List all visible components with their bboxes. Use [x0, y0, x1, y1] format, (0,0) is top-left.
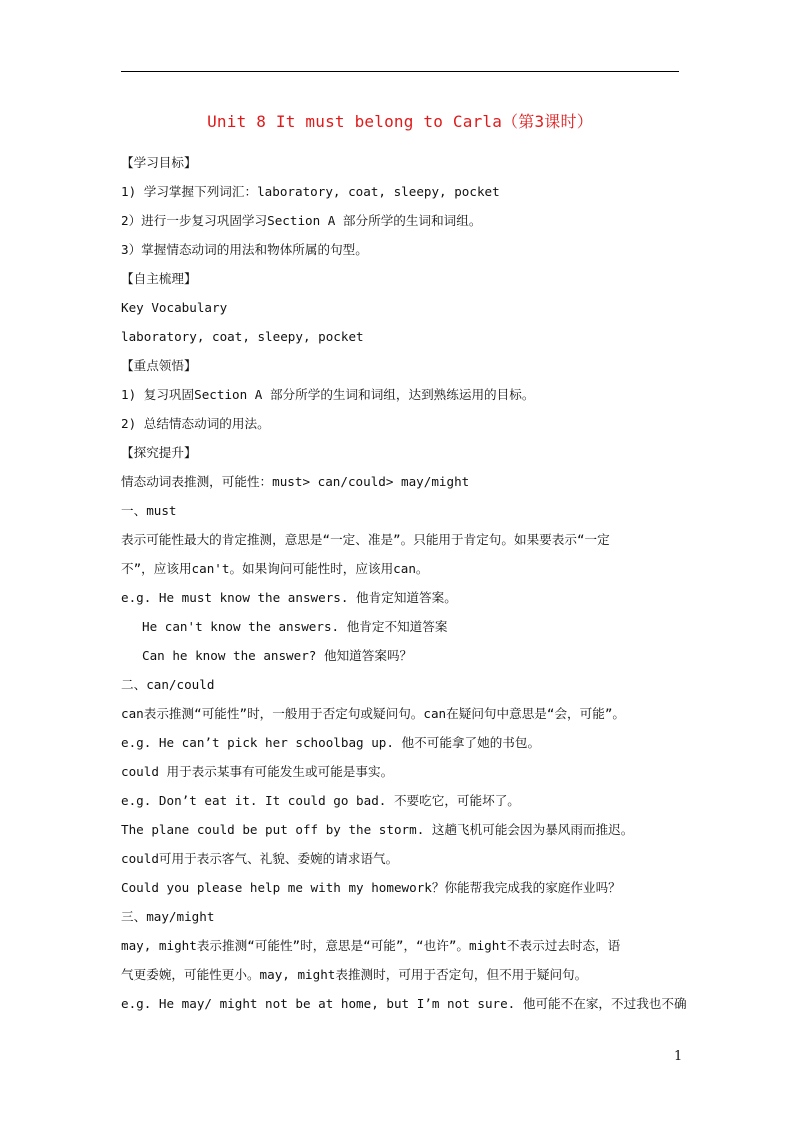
text-line: 情态动词表推测，可能性：must> can/could> may/might — [121, 474, 470, 489]
text-line: e.g. He may/ might not be at home, but I’m not sure. 他可能不在家，不过我也不确 — [121, 996, 687, 1011]
header-rule — [121, 71, 679, 72]
text-line: He can't know the answers. 他肯定不知道答案 — [142, 619, 448, 634]
text-line: 不”，应该用can't。如果询问可能性时，应该用can。 — [121, 561, 429, 576]
text-line: Key Vocabulary — [121, 300, 228, 315]
text-line: can表示推测“可能性”时，一般用于否定句或疑问句。can在疑问句中意思是“会，可能”。 — [121, 706, 626, 721]
text-line: 3）掌握情态动词的用法和物体所属的句型。 — [121, 242, 368, 257]
text-line: could可用于表示客气、礼貌、委婉的请求语气。 — [121, 851, 399, 866]
text-line: Can he know the answer? 他知道答案吗？ — [142, 648, 413, 663]
text-line: 2) 总结情态动词的用法。 — [121, 416, 270, 431]
text-line: 【探究提升】 — [121, 445, 197, 460]
text-line: 1) 学习掌握下列词汇：laboratory, coat, sleepy, pocket — [121, 184, 500, 199]
page-number: 1 — [674, 1049, 683, 1064]
text-line: 二、can/could — [121, 677, 215, 692]
text-line: 气更委婉，可能性更小。may, might表推测时，可用于否定句，但不用于疑问句。 — [121, 967, 588, 982]
text-line: laboratory, coat, sleepy, pocket — [121, 329, 364, 344]
document-title: Unit 8 It must belong to Carla（第3课时） — [207, 112, 593, 131]
text-line: 1) 复习巩固Section A 部分所学的生词和词组，达到熟练运用的目标。 — [121, 387, 535, 402]
text-line: e.g. He can’t pick her schoolbag up. 他不可能拿了她的书包。 — [121, 735, 541, 750]
text-line: may, might表示推测“可能性”时，意思是“可能”，“也许”。might不表示过去时态，语 — [121, 938, 621, 953]
text-line: Could you please help me with my homework？你能帮我完成我的家庭作业吗？ — [121, 880, 621, 895]
text-line: 一、must — [121, 503, 177, 518]
text-line: could 用于表示某事有可能发生或可能是事实。 — [121, 764, 394, 779]
text-line: 【自主梳理】 — [121, 271, 197, 286]
text-line: The plane could be put off by the storm. 这趟飞机可能会因为暴风雨而推迟。 — [121, 822, 634, 837]
text-line: 【重点领悟】 — [121, 358, 197, 373]
document-body — [121, 148, 687, 1018]
text-line: 【学习目标】 — [121, 155, 197, 170]
text-line: 三、may/might — [121, 909, 215, 924]
text-line: 表示可能性最大的肯定推测，意思是“一定、准是”。只能用于肯定句。如果要表示“一定 — [121, 532, 610, 547]
text-line: e.g. He must know the answers. 他肯定知道答案。 — [121, 590, 457, 605]
text-line: 2）进行一步复习巩固学习Section A 部分所学的生词和词组。 — [121, 213, 482, 228]
text-line: e.g. Don’t eat it. It could go bad. 不要吃它，可能坏了。 — [121, 793, 520, 808]
